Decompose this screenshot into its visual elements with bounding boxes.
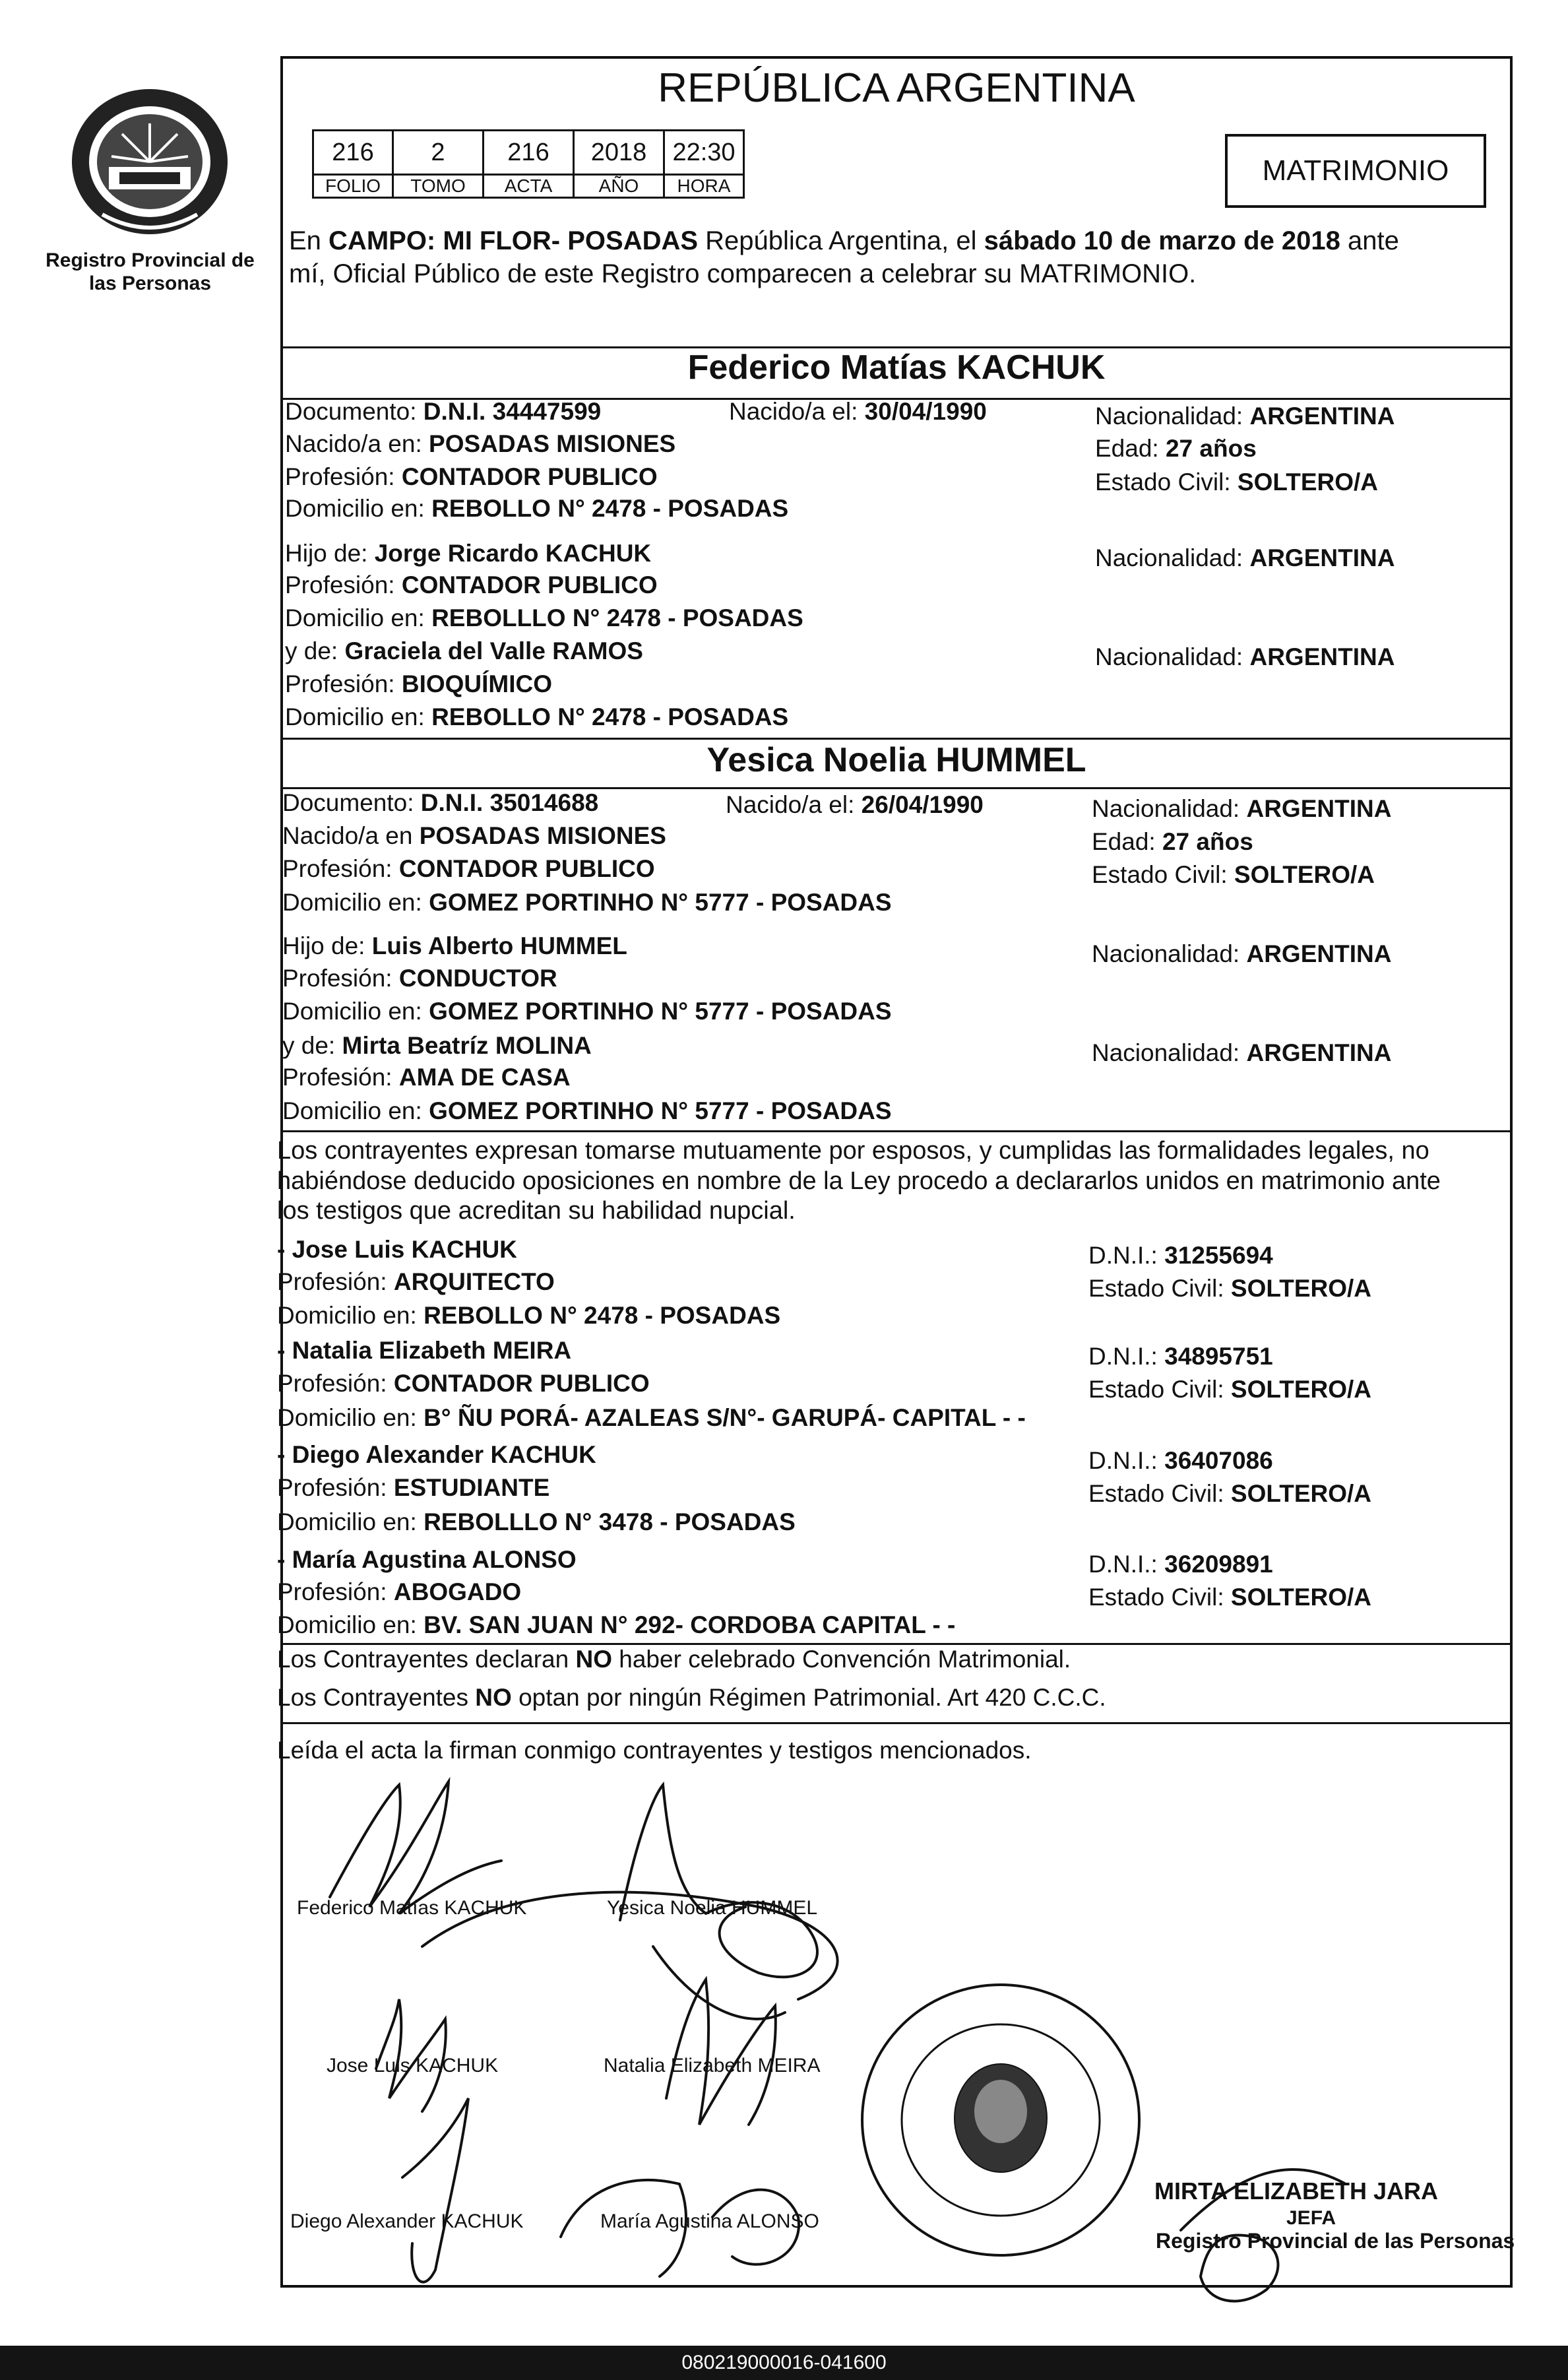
registrar-organization: Registro Provincial de las Personas [1156,2229,1515,2253]
spouse1-mother-profession: Profesión: BIOQUÍMICO [285,670,553,697]
spouse1-birthplace: Nacido/a en: POSADAS MISIONES [285,430,676,457]
spouse2-father-nationality: Nacionalidad: ARGENTINA [1092,940,1392,967]
signature-witness3 [402,2098,468,2282]
signature-spouse1 [330,1782,501,1914]
agency-name: Registro Provincial de las Personas [46,249,255,294]
acta-value: 216 [484,131,574,175]
witness-3-profession: Profesión: ESTUDIANTE [277,1474,550,1501]
signature-label-spouse1: Federico Matías KACHUK [297,1897,527,1919]
signature-label-witness1: Jose Luis KACHUK [327,2055,499,2076]
spouse1-father: Hijo de: Jorge Ricardo KACHUK [285,540,652,567]
signature-witness1 [376,1999,446,2111]
witness-4-profession: Profesión: ABOGADO [277,1578,522,1605]
document-barcode-number: 080219000016-041600 [0,2346,1568,2380]
spouse2-mother: y de: Mirta Beatríz MOLINA [282,1032,592,1059]
spouse1-father-address: Domicilio en: REBOLLLO N° 2478 - POSADAS [285,604,803,631]
spouse1-mother-nationality: Nacionalidad: ARGENTINA [1095,643,1395,670]
witness-4-dni: D.N.I.: 36209891 [1088,1551,1273,1578]
spouse2-birthplace: Nacido/a en POSADAS MISIONES [282,822,666,849]
tomo-value: 2 [393,131,484,175]
folio-value: 216 [313,131,393,175]
declaration-paragraph: Los contrayentes expresan tomarse mutuamente por esposos, y cumplidas las formalidades legales, no habiéndose deducido oposiciones en nombre de la Ley procedo a declararlos unidos en matrimonio ante los testigos que acreditan su habilidad nupcial. [277,1137,1441,1225]
tomo-label: TOMO [393,175,484,198]
spouse1-profession: Profesión: CONTADOR PUBLICO [285,463,658,490]
witness-3-name: - Diego Alexander KACHUK [277,1441,596,1468]
province-logo [63,82,237,241]
witness-4-civil-status: Estado Civil: SOLTERO/A [1088,1584,1372,1611]
spouse2-father-profession: Profesión: CONDUCTOR [282,965,557,992]
witness-1-dni: D.N.I.: 31255694 [1088,1242,1273,1269]
spouse2-documento: Documento: D.N.I. 35014688 [282,789,599,816]
signature-official-bg [422,1892,838,1999]
witness-1-name: - Jose Luis KACHUK [277,1236,517,1263]
witness-4-address: Domicilio en: BV. SAN JUAN N° 292- CORDOBA CAPITAL - - [277,1611,956,1638]
spouse1-documento: Documento: D.N.I. 34447599 [285,398,602,425]
divider [280,1130,1513,1132]
spouse2-civil-status: Estado Civil: SOLTERO/A [1092,861,1375,888]
spouse1-name: Federico Matías KACHUK [687,348,1106,387]
signature-label-spouse2: Yesica Noelia HUMMEL [607,1897,818,1919]
witness-1-civil-status: Estado Civil: SOLTERO/A [1088,1275,1372,1302]
hora-label: HORA [664,175,744,198]
spouse1-birthdate: Nacido/a el: 30/04/1990 [729,398,987,425]
witness-3-dni: D.N.I.: 36407086 [1088,1447,1273,1474]
acta-label: ACTA [484,175,574,198]
witness-3-address: Domicilio en: REBOLLLO N° 3478 - POSADAS [277,1508,796,1535]
signature-label-witness3: Diego Alexander KACHUK [290,2210,524,2232]
spouse2-nationality: Nacionalidad: ARGENTINA [1092,795,1392,822]
spouse2-father-address: Domicilio en: GOMEZ PORTINHO N° 5777 - POSADAS [282,998,892,1025]
witness-2-name: - Natalia Elizabeth MEIRA [277,1337,572,1364]
convention-line-2: Los Contrayentes NO optan por ningún Régimen Patrimonial. Art 420 C.C.C. [277,1684,1106,1711]
registrar-title: JEFA [1286,2207,1336,2229]
spouse1-civil-status: Estado Civil: SOLTERO/A [1095,468,1379,496]
spouse2-age: Edad: 27 años [1092,828,1253,855]
witness-2-dni: D.N.I.: 34895751 [1088,1343,1273,1370]
witness-4-name: - María Agustina ALONSO [277,1546,577,1573]
spouse2-mother-address: Domicilio en: GOMEZ PORTINHO N° 5777 - POSADAS [282,1097,892,1124]
witness-2-civil-status: Estado Civil: SOLTERO/A [1088,1376,1372,1403]
anio-value: 2018 [574,131,664,175]
spouse1-age: Edad: 27 años [1095,435,1257,462]
spouse2-profession: Profesión: CONTADOR PUBLICO [282,855,655,882]
divider [280,1722,1513,1724]
witness-1-address: Domicilio en: REBOLLO N° 2478 - POSADAS [277,1302,781,1329]
spouse2-address: Domicilio en: GOMEZ PORTINHO N° 5777 - POSADAS [282,889,892,916]
spouse1-nationality: Nacionalidad: ARGENTINA [1095,402,1395,430]
document-type: MATRIMONIO [1225,134,1486,208]
spouse1-mother: y de: Graciela del Valle RAMOS [285,637,643,664]
spouse2-name: Yesica Noelia HUMMEL [706,741,1086,779]
witness-3-civil-status: Estado Civil: SOLTERO/A [1088,1480,1372,1507]
spouse2-mother-nationality: Nacionalidad: ARGENTINA [1092,1039,1392,1066]
registrar-name: MIRTA ELIZABETH JARA [1154,2177,1438,2204]
hora-value: 22:30 [664,131,744,175]
spouse1-father-nationality: Nacionalidad: ARGENTINA [1095,544,1395,571]
spouse2-birthdate: Nacido/a el: 26/04/1990 [726,791,984,818]
spouse2-father: Hijo de: Luis Alberto HUMMEL [282,932,627,959]
witness-2-address: Domicilio en: B° ÑU PORÁ- AZALEAS S/N°- GARUPÁ- CAPITAL - - [277,1404,1026,1431]
ceremony-place: CAMPO: MI FLOR- POSADAS [329,226,699,255]
signature-label-witness2: Natalia Elizabeth MEIRA [604,2055,821,2076]
page-title: REPÚBLICA ARGENTINA [658,65,1135,111]
anio-label: AÑO [574,175,664,198]
spouse1-address: Domicilio en: REBOLLO N° 2478 - POSADAS [285,495,789,522]
signature-witness4 [561,2180,799,2276]
spouse1-father-profession: Profesión: CONTADOR PUBLICO [285,571,658,598]
signature-label-witness4: María Agustina ALONSO [600,2210,819,2232]
witness-1-profession: Profesión: ARQUITECTO [277,1268,555,1295]
convention-line-1: Los Contrayentes declaran NO haber celebrado Convención Matrimonial. [277,1646,1071,1673]
witness-2-profession: Profesión: CONTADOR PUBLICO [277,1370,650,1397]
ceremony-date: sábado 10 de marzo de 2018 [984,226,1340,255]
folio-label: FOLIO [313,175,393,198]
divider [280,1643,1513,1645]
divider [280,738,1513,740]
signature-spouse2 [620,1785,817,2019]
registry-table [312,129,745,199]
signatures-intro: Leída el acta la firman conmigo contrayentes y testigos mencionados. [277,1737,1032,1764]
intro-paragraph: En CAMPO: MI FLOR- POSADAS República Argentina, el sábado 10 de marzo de 2018 ante mí, Oficial Público de este Registro comparecen a celebrar su MATRIMONIO. [289,226,1399,288]
official-seal [848,1970,1154,2270]
spouse2-mother-profession: Profesión: AMA DE CASA [282,1064,571,1091]
signature-witness2 [666,1979,776,2125]
spouse1-mother-address: Domicilio en: REBOLLO N° 2478 - POSADAS [285,703,789,730]
